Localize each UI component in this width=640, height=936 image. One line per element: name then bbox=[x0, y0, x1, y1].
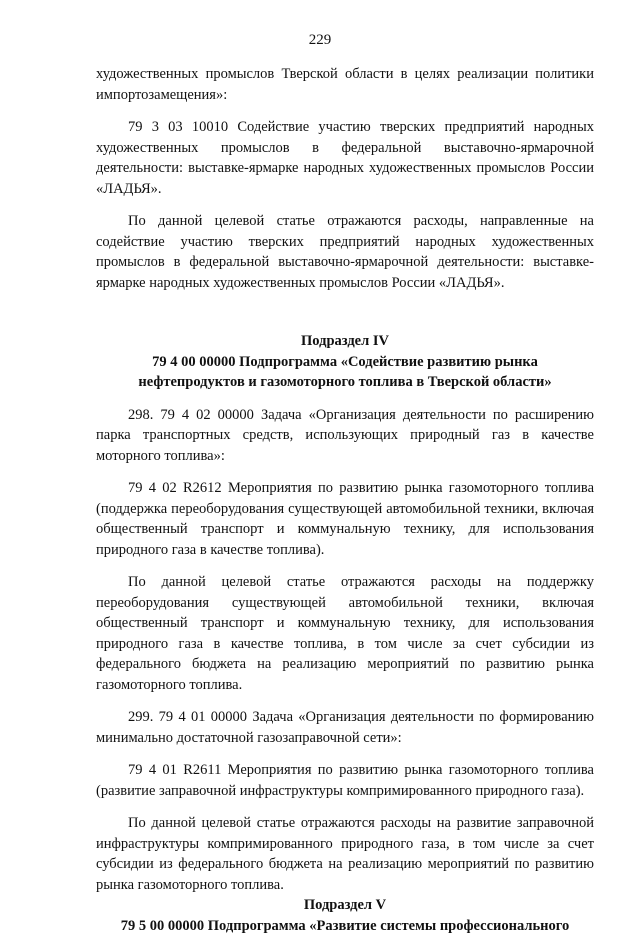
subsection-v-heading bbox=[96, 895, 594, 936]
paragraph-task-298: 298. 79 4 02 00000 Задача «Организация деятельности по расширению парка транспортных средств, использующих природный газ в качестве моторного топлива»: bbox=[96, 405, 594, 467]
paragraph-article-code: 79 3 03 10010 Содействие участию тверских предприятий народных художественных промыслов в федеральной выставочно-ярмарочной деятельности: выставке-ярмарке народных художественных промыслов России «ЛАДЬЯ». bbox=[96, 117, 594, 199]
paragraph-description: По данной целевой статье отражаются расходы, направленные на содействие участию тверских предприятий народных художественных промыслов в федеральной выставочно-ярмарочной деятельности: выставке-ярмарке народных художественных промыслов России «ЛАДЬЯ». bbox=[96, 211, 594, 293]
paragraph-article-r2611: 79 4 01 R2611 Мероприятия по развитию рынка газомоторного топлива (развитие заправочной инфраструктуры компримированного природного газа). bbox=[96, 760, 594, 801]
subsection-iv-title-line-2: нефтепродуктов и газомоторного топлива в Тверской области» bbox=[96, 372, 594, 393]
page-number: 229 bbox=[0, 31, 640, 49]
paragraph-article-r2612: 79 4 02 R2612 Мероприятия по развитию рынка газомоторного топлива (поддержка переоборудования существующей автомобильной техники, включая общественный транспорт и коммунальную технику, для использования природного газа в качестве топлива). bbox=[96, 478, 594, 560]
paragraph-description-r2612: По данной целевой статье отражаются расходы на поддержку переоборудования существующей автомобильной техники, включая общественный транспорт и коммунальную технику, для использования природного газа в качестве топлива, в том числе за счет субсидии из федерального бюджета на реализацию мероприятий по развитию рынка газомоторного топлива. bbox=[96, 572, 594, 695]
subsection-v-title-line-1: 79 5 00 00000 Подпрограмма «Развитие системы профессионального bbox=[96, 916, 594, 936]
subsection-iv-title-line-1: 79 4 00 00000 Подпрограмма «Содействие развитию рынка bbox=[96, 352, 594, 373]
subsection-v-label: Подраздел V bbox=[96, 895, 594, 916]
paragraph-task-299: 299. 79 4 01 00000 Задача «Организация деятельности по формированию минимально достаточной газозаправочной сети»: bbox=[96, 707, 594, 748]
subsection-iv-heading bbox=[96, 331, 594, 393]
paragraph-continuation: художественных промыслов Тверской области в целях реализации политики импортозамещения»: bbox=[96, 64, 594, 105]
subsection-iv-label: Подраздел IV bbox=[96, 331, 594, 352]
document-body bbox=[96, 64, 594, 936]
paragraph-description-r2611: По данной целевой статье отражаются расходы на развитие заправочной инфраструктуры компримированного природного газа, в том числе за счет субсидии из федерального бюджета на реализацию мероприятий по развитию рынка газомоторного топлива. bbox=[96, 813, 594, 895]
